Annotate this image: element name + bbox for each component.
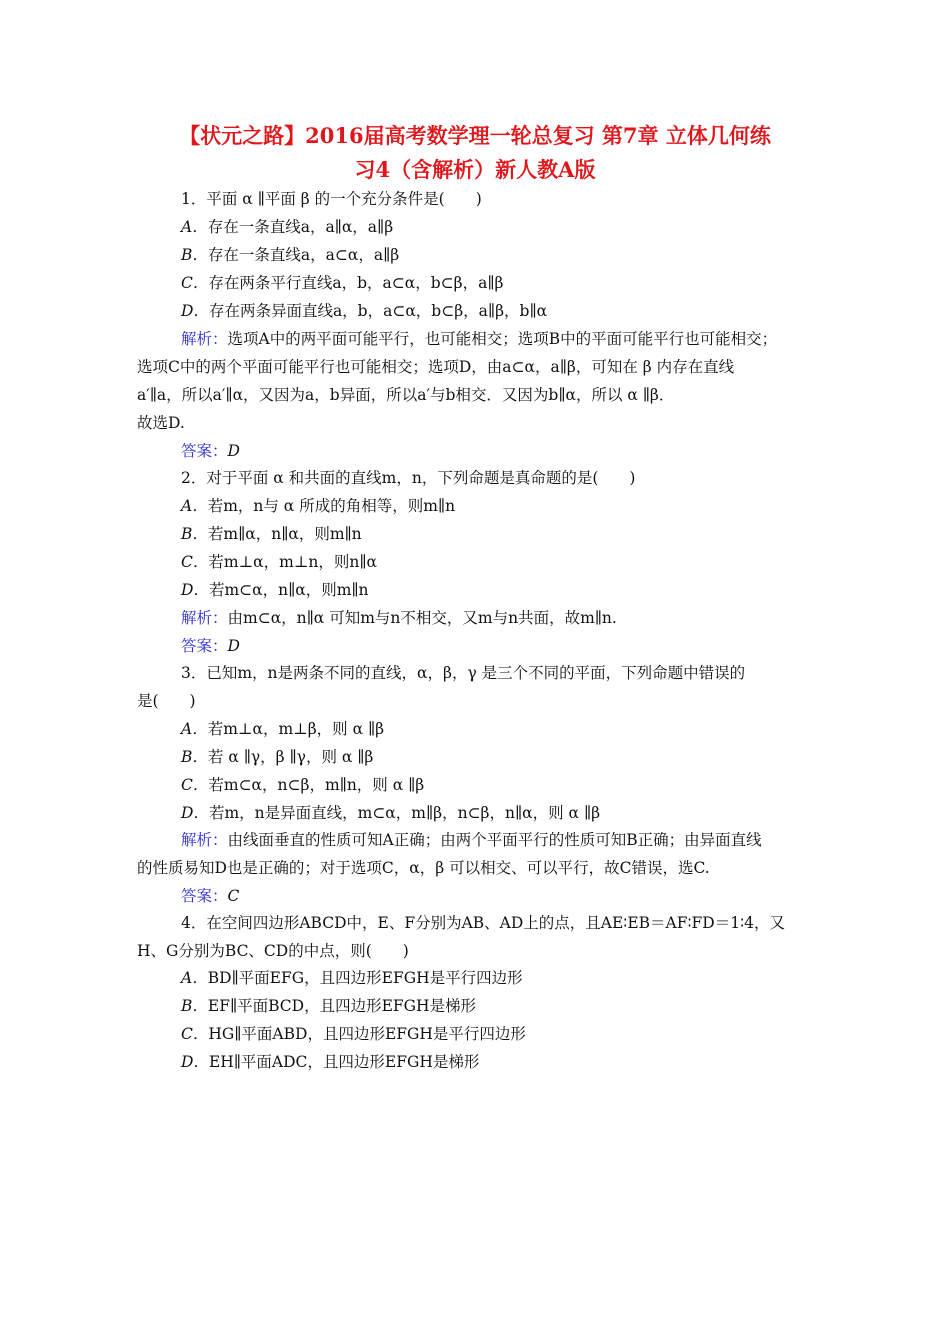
answer-value: D bbox=[227, 442, 240, 460]
option-letter: D． bbox=[181, 1053, 209, 1071]
question-1-stem: 1．平面 α ∥平面 β 的一个充分条件是( ) bbox=[181, 190, 482, 208]
question-3-analysis-line-2: 的性质易知D也是正确的；对于选项C，α，β 可以相交、可以平行，故C错误，选C. bbox=[137, 859, 710, 877]
option-letter: A． bbox=[181, 720, 208, 738]
option-text: 存在两条平行直线a，b，a⊂α，b⊂β，a∥β bbox=[208, 274, 504, 292]
option-letter: C． bbox=[181, 553, 209, 571]
question-2-analysis-line-1 bbox=[181, 608, 617, 628]
question-1-option-a bbox=[181, 217, 393, 237]
question-3-option-b bbox=[181, 747, 373, 767]
answer-label: 答案： bbox=[181, 887, 228, 905]
option-letter: A． bbox=[181, 497, 208, 515]
option-letter: B． bbox=[181, 525, 208, 543]
option-letter: D． bbox=[181, 804, 209, 822]
question-3-stem-line-1: 3．已知m，n是两条不同的直线，α，β，γ 是三个不同的平面，下列命题中错误的 bbox=[181, 664, 746, 682]
question-4-option-d bbox=[181, 1052, 479, 1072]
question-1-analysis-line-1 bbox=[181, 329, 777, 349]
question-3-option-d bbox=[181, 803, 600, 823]
option-letter: D． bbox=[181, 302, 209, 320]
question-2-option-a bbox=[181, 496, 455, 516]
document-title-line-1: 【状元之路】2016届高考数学理一轮总复习 第7章 立体几何练 bbox=[179, 123, 771, 148]
question-3-option-c bbox=[181, 775, 424, 795]
option-letter: D． bbox=[181, 581, 209, 599]
question-1-answer bbox=[181, 441, 240, 461]
option-text: 存在两条异面直线a，b，a⊂α，b⊂β，a∥β，b∥α bbox=[208, 302, 548, 320]
analysis-label: 解析： bbox=[181, 330, 228, 348]
option-letter: A． bbox=[181, 969, 208, 987]
option-text: 若m∥α，n∥α，则m∥n bbox=[207, 525, 362, 543]
question-2-option-d bbox=[181, 580, 369, 600]
option-letter: C． bbox=[181, 274, 209, 292]
option-text: 存在一条直线a，a⊂α，a∥β bbox=[207, 246, 400, 264]
answer-label: 答案： bbox=[181, 442, 228, 460]
analysis-text: 选项A中的两平面可能平行，也可能相交；选项B中的平面可能平行也可能相交； bbox=[227, 330, 778, 348]
option-letter: B． bbox=[181, 246, 208, 264]
question-2-answer bbox=[181, 636, 240, 656]
analysis-label: 解析： bbox=[181, 609, 228, 627]
option-text: EF∥平面BCD，且四边形EFGH是梯形 bbox=[207, 997, 477, 1015]
question-1-analysis-line-4: 故选D. bbox=[137, 414, 185, 432]
option-text: 若m⊥α，m⊥n，则n∥α bbox=[208, 553, 377, 571]
option-text: HG∥平面ABD，且四边形EFGH是平行四边形 bbox=[208, 1025, 526, 1043]
question-4-option-a bbox=[181, 968, 523, 988]
question-1-option-c bbox=[181, 273, 503, 293]
option-letter: A． bbox=[181, 218, 208, 236]
option-text: 若m，n与 α 所成的角相等，则m∥n bbox=[207, 497, 456, 515]
option-text: 存在一条直线a，a∥α，a∥β bbox=[207, 218, 394, 236]
answer-label: 答案： bbox=[181, 637, 228, 655]
option-text: 若m⊥α，m⊥β，则 α ∥β bbox=[207, 720, 385, 738]
question-1-analysis-line-3: a′∥a，所以a′∥α，又因为a，b异面，所以a′与b相交．又因为b∥α，所以 α ∥β． bbox=[137, 386, 675, 404]
question-1-analysis-line-2: 选项C中的两个平面可能平行也可能相交；选项D，由a⊂α，a∥β，可知在 β 内存在直线 bbox=[137, 358, 735, 376]
question-3-stem-line-2: 是( ) bbox=[137, 692, 196, 710]
analysis-label: 解析： bbox=[181, 831, 228, 849]
question-3-answer bbox=[181, 886, 239, 906]
option-text: 若m，n是异面直线，m⊂α，m∥β，n⊂β，n∥α，则 α ∥β bbox=[208, 804, 601, 822]
option-text: EH∥平面ADC，且四边形EFGH是梯形 bbox=[208, 1053, 480, 1071]
question-4-option-b bbox=[181, 996, 476, 1016]
option-letter: C． bbox=[181, 1025, 209, 1043]
analysis-text: 由线面垂直的性质可知A正确；由两个平面平行的性质可知B正确；由异面直线 bbox=[227, 831, 762, 849]
answer-value: D bbox=[227, 637, 240, 655]
question-2-stem: 2．对于平面 α 和共面的直线m，n，下列命题是真命题的是( ) bbox=[181, 469, 636, 487]
option-text: 若m⊂α，n⊂β，m∥n，则 α ∥β bbox=[208, 776, 425, 794]
question-1-option-b bbox=[181, 245, 399, 265]
document-title-line-2: 习4（含解析）新人教A版 bbox=[354, 157, 596, 182]
question-3-analysis-line-1 bbox=[181, 830, 762, 850]
answer-value: C bbox=[227, 887, 240, 905]
question-3-option-a bbox=[181, 719, 384, 739]
option-letter: C． bbox=[181, 776, 209, 794]
question-2-option-b bbox=[181, 524, 362, 544]
option-letter: B． bbox=[181, 748, 208, 766]
option-text: 若m⊂α，n∥α，则m∥n bbox=[208, 581, 369, 599]
question-4-stem-line-1: 4．在空间四边形ABCD中，E、F分别为AB、AD上的点，且AE∶EB＝AF∶FD＝1∶4，又 bbox=[181, 914, 785, 932]
analysis-text: 由m⊂α，n∥α 可知m与n不相交，又m与n共面，故m∥n. bbox=[227, 609, 617, 627]
question-2-option-c bbox=[181, 552, 377, 572]
question-1-option-d bbox=[181, 301, 547, 321]
option-text: 若 α ∥γ，β ∥γ，则 α ∥β bbox=[207, 748, 374, 766]
question-4-option-c bbox=[181, 1024, 526, 1044]
question-4-stem-line-2: H、G分别为BC、CD的中点，则( ) bbox=[137, 942, 409, 960]
option-text: BD∥平面EFG，且四边形EFGH是平行四边形 bbox=[207, 969, 523, 987]
option-letter: B． bbox=[181, 997, 208, 1015]
